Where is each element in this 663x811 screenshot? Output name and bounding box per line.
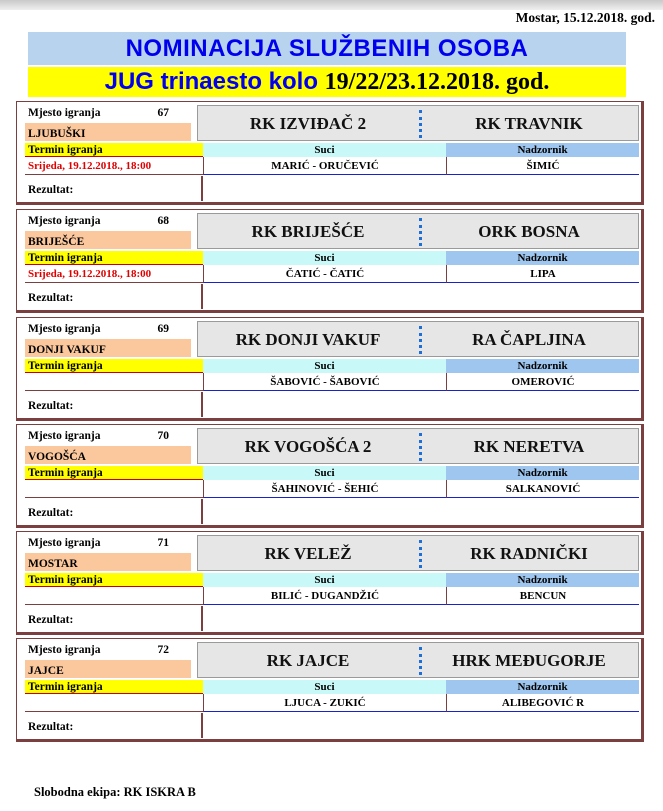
referees-value: ČATIĆ - ČATIĆ	[203, 265, 446, 283]
result-label: Rezultat:	[25, 713, 203, 738]
teams-box	[197, 321, 639, 357]
venue-name: BRIJEŠĆE	[25, 231, 191, 249]
referees-value: ŠAHINOVIĆ - ŠEHIĆ	[203, 480, 446, 498]
supervisor-value: OMEROVIĆ	[446, 373, 639, 391]
referees-value: BILIĆ - DUGANDŽIĆ	[203, 587, 446, 605]
schedule-value: Srijeda, 19.12.2018., 18:00	[25, 265, 203, 283]
schedule-label: Termin igranja	[25, 680, 203, 694]
home-team: RK VOGOŠĆA 2	[244, 437, 372, 456]
referees-label: Suci	[203, 573, 446, 587]
supervisor-value: BENCUN	[446, 587, 639, 605]
home-team: RK BRIJEŠĆE	[251, 222, 365, 241]
result-label: Rezultat:	[25, 606, 203, 631]
supervisor-value: SALKANOVIĆ	[446, 480, 639, 498]
referees-value: LJUCA - ZUKIĆ	[203, 694, 446, 712]
venue-label: Mjesto igranja 72	[28, 644, 169, 656]
match-block	[16, 531, 646, 635]
schedule-value: Srijeda, 19.12.2018., 18:00	[25, 157, 203, 175]
match-block	[16, 424, 646, 528]
result-label: Rezultat:	[25, 284, 203, 309]
match-number: 68	[157, 215, 169, 227]
match-block	[16, 638, 646, 742]
match-block	[16, 317, 646, 421]
venue-label: Mjesto igranja 68	[28, 215, 169, 227]
supervisor-label: Nadzornik	[446, 573, 639, 587]
venue-name: JAJCE	[25, 660, 191, 678]
teams-box	[197, 105, 639, 141]
top-bar	[0, 0, 663, 10]
referees-label: Suci	[203, 466, 446, 480]
referees-label: Suci	[203, 680, 446, 694]
venue-name: VOGOŠĆA	[25, 446, 191, 464]
away-team: RA ČAPLJINA	[472, 330, 586, 349]
venue-name: LJUBUŠKI	[25, 123, 191, 141]
referees-value: MARIĆ - ORUČEVIĆ	[203, 157, 446, 175]
venue-name: DONJI VAKUF	[25, 339, 191, 357]
schedule-label: Termin igranja	[25, 251, 203, 265]
document-title: NOMINACIJA SLUŽBENIH OSOBA	[28, 32, 626, 65]
venue-label: Mjesto igranja 67	[28, 107, 169, 119]
match-number: 70	[157, 430, 169, 442]
match-number: 71	[157, 537, 169, 549]
subtitle-round: JUG trinaesto kolo	[104, 68, 325, 95]
match-number: 69	[157, 323, 169, 335]
schedule-label: Termin igranja	[25, 359, 203, 373]
teams-box	[197, 535, 639, 571]
venue-label: Mjesto igranja 71	[28, 537, 169, 549]
schedule-label: Termin igranja	[25, 143, 203, 157]
venue-label: Mjesto igranja 70	[28, 430, 169, 442]
match-block	[16, 209, 646, 313]
schedule-label: Termin igranja	[25, 466, 203, 480]
away-team: RK RADNIČKI	[470, 544, 588, 563]
away-team: RK TRAVNIK	[475, 114, 583, 133]
supervisor-value: ALIBEGOVIĆ R	[446, 694, 639, 712]
match-number: 67	[157, 107, 169, 119]
home-team: RK VELEŽ	[264, 544, 352, 563]
home-team: RK JAJCE	[266, 651, 350, 670]
document-subtitle	[28, 67, 626, 97]
schedule-value	[25, 373, 203, 391]
subtitle-dates: 19/22/23.12.2018. god.	[324, 69, 550, 95]
supervisor-label: Nadzornik	[446, 251, 639, 265]
away-team: RK NERETVA	[473, 437, 585, 456]
supervisor-label: Nadzornik	[446, 143, 639, 157]
schedule-label: Termin igranja	[25, 573, 203, 587]
venue-label: Mjesto igranja 69	[28, 323, 169, 335]
document-date: Mostar, 15.12.2018. god.	[515, 10, 655, 25]
teams-box	[197, 642, 639, 678]
supervisor-label: Nadzornik	[446, 466, 639, 480]
teams-box	[197, 213, 639, 249]
result-label: Rezultat:	[25, 392, 203, 417]
home-team: RK DONJI VAKUF	[235, 330, 381, 349]
result-label: Rezultat:	[25, 176, 203, 201]
schedule-value	[25, 480, 203, 498]
schedule-value	[25, 694, 203, 712]
free-team-note: Slobodna ekipa: RK ISKRA B	[34, 785, 196, 799]
referees-label: Suci	[203, 359, 446, 373]
away-team: ORK BOSNA	[478, 222, 580, 241]
match-number: 72	[157, 644, 169, 656]
supervisor-value: ŠIMIĆ	[446, 157, 639, 175]
supervisor-value: LIPA	[446, 265, 639, 283]
supervisor-label: Nadzornik	[446, 680, 639, 694]
referees-label: Suci	[203, 143, 446, 157]
venue-name: MOSTAR	[25, 553, 191, 571]
schedule-value	[25, 587, 203, 605]
supervisor-label: Nadzornik	[446, 359, 639, 373]
home-team: RK IZVIĐAČ 2	[249, 114, 367, 133]
teams-box	[197, 428, 639, 464]
referees-label: Suci	[203, 251, 446, 265]
away-team: HRK MEĐUGORJE	[452, 651, 606, 670]
referees-value: ŠABOVIĆ - ŠABOVIĆ	[203, 373, 446, 391]
result-label: Rezultat:	[25, 499, 203, 524]
match-block	[16, 101, 646, 205]
